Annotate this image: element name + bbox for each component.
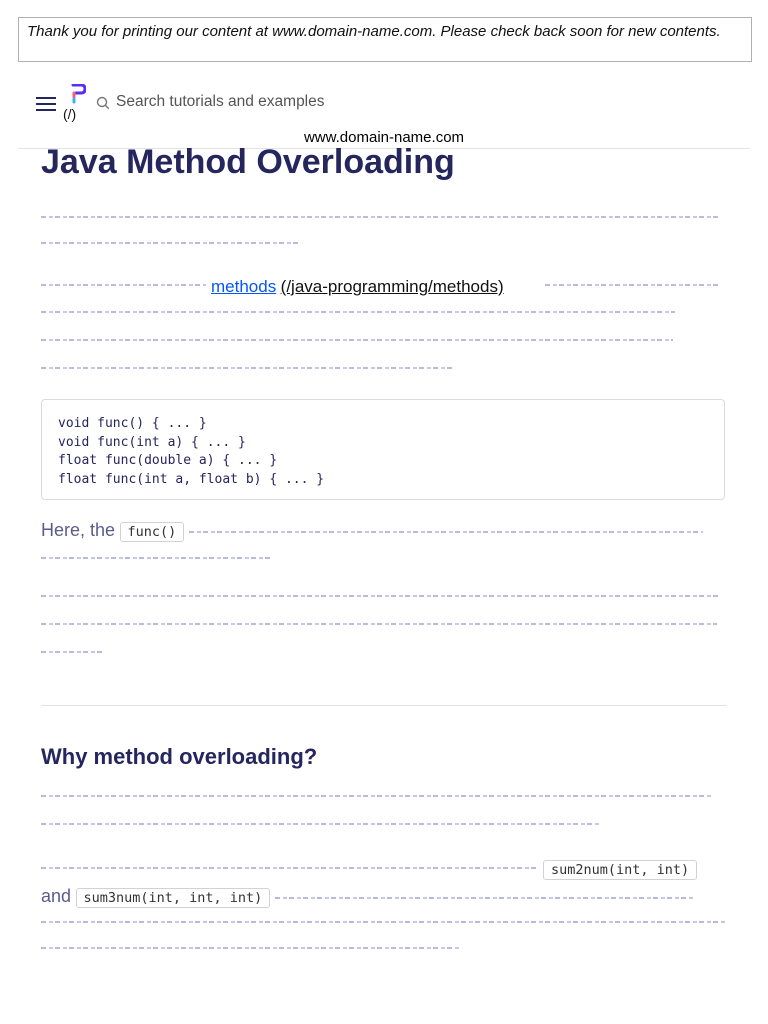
code-line: float func(int a, float b) { ... } xyxy=(58,471,325,487)
code-block xyxy=(41,399,725,500)
methods-link-url[interactable]: (/java-programming/methods) xyxy=(280,277,504,296)
here-paragraph-blurred-continued xyxy=(41,557,727,559)
methods-link[interactable]: methods xyxy=(211,277,277,296)
paragraph-blurred-continued xyxy=(41,311,727,369)
paragraph-blurred-after-link xyxy=(545,284,721,286)
sum3num-inline-code: sum3num(int, int, int) xyxy=(76,888,271,908)
here-prefix: Here, the xyxy=(41,520,116,540)
search-input[interactable] xyxy=(114,89,418,115)
and-text: and xyxy=(41,886,72,906)
blurred-text xyxy=(189,531,703,533)
home-link[interactable]: (/) xyxy=(63,106,77,122)
func-inline-code: func() xyxy=(120,522,185,542)
sum2num-row xyxy=(543,860,697,880)
section-divider xyxy=(41,705,727,706)
domain-label: www.domain-name.com xyxy=(303,129,465,146)
hamburger-menu-icon[interactable] xyxy=(36,97,56,111)
why-paragraph-blurred xyxy=(41,795,727,825)
sum2num-inline-code: sum2num(int, int) xyxy=(543,860,697,880)
blurred-text xyxy=(275,897,695,899)
code-line: void func() { ... } xyxy=(58,416,207,431)
return-type-paragraph-blurred xyxy=(41,595,727,653)
methods-link-row xyxy=(211,277,504,297)
sum3num-row xyxy=(41,886,695,908)
programiz-logo-icon[interactable] xyxy=(70,84,86,104)
code-line: void func(int a) { ... } xyxy=(58,434,246,450)
intro-paragraph-blurred xyxy=(41,216,727,244)
print-notice: Thank you for printing our content at www.domain-name.com. Please check back soon for new contents. xyxy=(18,17,752,62)
section-heading: Why method overloading? xyxy=(41,744,318,769)
sum-paragraph-blurred-continued xyxy=(41,921,727,949)
page-title: Java Method Overloading xyxy=(41,143,455,181)
here-paragraph xyxy=(41,520,703,542)
code-line: float func(double a) { ... } xyxy=(58,453,278,468)
search-icon xyxy=(96,96,110,110)
